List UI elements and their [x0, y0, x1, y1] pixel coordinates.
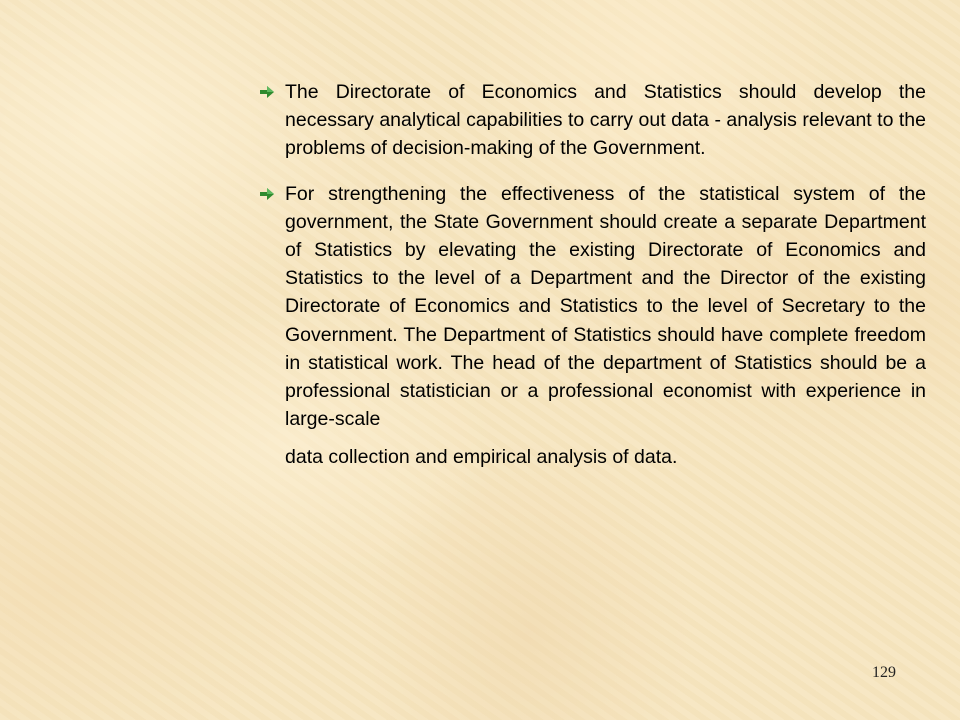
bullet-item — [258, 78, 926, 163]
arrow-right-icon — [260, 86, 274, 98]
page-number: 129 — [872, 664, 896, 681]
bullet-text: The Directorate of Economics and Statistics should develop the necessary analytical capabilities to carry out data - analysis relevant to the problems of decision-making of the Government. — [285, 81, 926, 160]
arrow-right-icon — [260, 188, 274, 200]
bullet-text-continuation: data collection and empirical analysis of data. — [285, 446, 678, 469]
bullet-text: For strengthening the effectiveness of the statistical system of the government, the State Government should create a separate Department of Statistics by elevating the existing Directorate of Economics and Statistics to the level of a Department and the Director of the existing Directorate of Economics and Statistics to the level of Secretary to the Government. The Department of Statistics should have complete freedom in statistical work. The head of the department of Statistics should be a professional statistician or a professional economist with experience in large-scale — [285, 182, 926, 431]
bullet-list — [258, 78, 926, 472]
bullet-item — [258, 180, 926, 472]
